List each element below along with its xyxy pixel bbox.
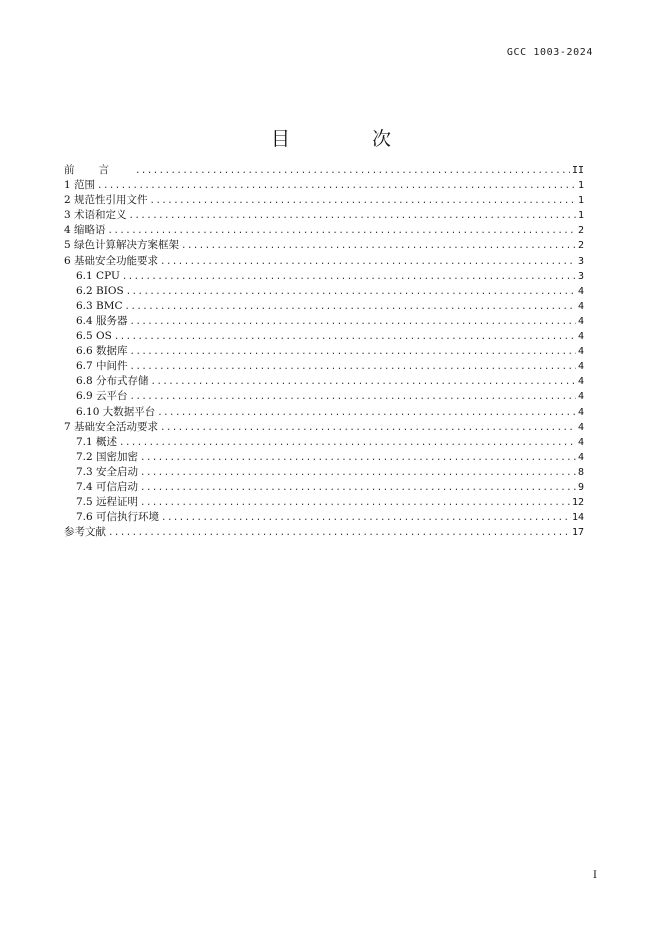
toc-entry-label: 5 绿色计算解决方案框架 — [64, 239, 180, 252]
toc-entry-page: 4 — [577, 361, 584, 373]
toc-entry[interactable] — [64, 238, 584, 253]
toc-leader-dots — [161, 511, 570, 526]
toc-entry-label: 6.8 分布式存储 — [76, 375, 149, 388]
toc-entry-page: 9 — [577, 481, 584, 493]
toc-entry-page: II — [571, 165, 584, 176]
toc-entry[interactable] — [64, 314, 584, 329]
toc-entry[interactable] — [64, 299, 584, 314]
toc-entry-page: 2 — [577, 240, 584, 252]
toc-entry[interactable] — [64, 193, 584, 208]
toc-entry-label: 7.6 可信执行环境 — [76, 511, 160, 524]
toc-leader-dots — [119, 436, 576, 451]
toc-entry-page: 8 — [577, 466, 584, 478]
toc-leader-dots — [160, 421, 576, 436]
toc-entry-label: 6.3 BMC — [76, 299, 123, 312]
toc-entry-label: 7.3 安全启动 — [76, 465, 139, 478]
toc-leader-dots — [151, 375, 576, 390]
toc-entry-page: 4 — [577, 331, 584, 343]
toc-entry-page: 1 — [577, 195, 584, 207]
toc-entry-label: 6.5 OS — [76, 330, 112, 343]
toc-entry[interactable] — [64, 374, 584, 389]
toc-leader-dots — [140, 466, 576, 481]
toc-entry-page: 4 — [577, 436, 584, 448]
toc-leader-dots — [181, 239, 576, 254]
toc-title: 目 次 — [270, 128, 430, 150]
toc-entry-page: 17 — [571, 527, 584, 539]
toc-entry[interactable] — [64, 480, 584, 495]
toc-entry-page: 2 — [577, 225, 584, 237]
toc-entry[interactable] — [64, 329, 584, 344]
toc-entry-label: 7 基础安全活动要求 — [64, 420, 159, 433]
toc-entry-page: 14 — [571, 512, 584, 524]
toc-leader-dots — [108, 224, 576, 239]
toc-leader-dots — [97, 179, 576, 194]
toc-entry-label: 6.10 大数据平台 — [76, 405, 156, 418]
toc-entry-page: 4 — [577, 451, 584, 463]
toc-entry-page: 4 — [577, 285, 584, 297]
toc-entry[interactable] — [64, 510, 584, 525]
toc-entry-label: 4 缩略语 — [64, 224, 106, 237]
toc-leader-dots — [140, 451, 576, 466]
toc-leader-dots — [140, 481, 576, 496]
toc-entry-page: 4 — [577, 421, 584, 433]
toc-entry-label: 2 规范性引用文件 — [64, 194, 148, 207]
toc-entry[interactable] — [64, 525, 584, 540]
toc-leader-dots — [160, 255, 576, 270]
toc-entry-label: 6.2 BIOS — [76, 284, 124, 297]
toc-entry-label: 6.9 云平台 — [76, 390, 128, 403]
toc-entry-page: 4 — [577, 300, 584, 312]
toc-entry[interactable] — [64, 223, 584, 238]
toc-entry-page: 1 — [577, 210, 584, 222]
toc-entry-label: 参考文献 — [64, 526, 106, 539]
toc-entry[interactable] — [64, 178, 584, 193]
toc-leader-dots — [130, 345, 576, 360]
toc-entry[interactable] — [64, 284, 584, 299]
toc-entry-label: 7.2 国密加密 — [76, 450, 139, 463]
document-code: GCC 1003-2024 — [506, 47, 593, 58]
toc-entry-label: 7.5 远程证明 — [76, 496, 139, 509]
toc-entry-label: 3 术语和定义 — [64, 209, 127, 222]
toc-entry[interactable] — [64, 344, 584, 359]
toc-entry-page: 4 — [577, 391, 584, 403]
toc-leader-dots — [135, 164, 570, 179]
toc-leader-dots — [125, 300, 576, 315]
toc-entry-label: 6.1 CPU — [76, 269, 120, 282]
toc-entry-page: 3 — [577, 270, 584, 282]
toc-entry[interactable] — [64, 420, 584, 435]
toc-entry[interactable] — [64, 435, 584, 450]
toc-entry[interactable] — [64, 269, 584, 284]
toc-entry-label: 7.4 可信启动 — [76, 480, 139, 493]
toc-leader-dots — [130, 390, 576, 405]
toc-leader-dots — [108, 526, 570, 541]
toc-entry-page: 4 — [577, 346, 584, 358]
toc-entry[interactable] — [64, 163, 584, 178]
toc-entry[interactable] — [64, 450, 584, 465]
toc-entry[interactable] — [64, 389, 584, 404]
toc-entry-page: 1 — [577, 180, 584, 192]
toc-entry[interactable] — [64, 495, 584, 510]
toc-leader-dots — [130, 360, 576, 375]
page-number: I — [593, 870, 597, 881]
toc-entry[interactable] — [64, 359, 584, 374]
toc-entry-label: 7.1 概述 — [76, 435, 118, 448]
toc-entry-label: 1 范围 — [64, 179, 96, 192]
toc-entry-label: 6 基础安全功能要求 — [64, 254, 159, 267]
toc-leader-dots — [130, 315, 576, 330]
toc-entry-page: 4 — [577, 406, 584, 418]
toc-entry[interactable] — [64, 465, 584, 480]
table-of-contents — [64, 163, 584, 540]
toc-entry-page: 4 — [577, 376, 584, 388]
toc-entry[interactable] — [64, 254, 584, 269]
toc-leader-dots — [140, 496, 570, 511]
toc-entry[interactable] — [64, 405, 584, 420]
toc-entry[interactable] — [64, 208, 584, 223]
toc-entry-page: 3 — [577, 255, 584, 267]
toc-leader-dots — [126, 285, 576, 300]
toc-leader-dots — [122, 270, 576, 285]
toc-leader-dots — [157, 406, 576, 421]
toc-entry-label: 6.6 数据库 — [76, 345, 128, 358]
toc-entry-label: 6.4 服务器 — [76, 314, 128, 327]
toc-entry-page: 4 — [577, 315, 584, 327]
toc-leader-dots — [114, 330, 576, 345]
toc-entry-label: 6.7 中间件 — [76, 360, 128, 373]
toc-leader-dots — [150, 194, 576, 209]
toc-entry-label: 前言 — [64, 164, 133, 176]
toc-entry-page: 12 — [571, 497, 584, 509]
toc-leader-dots — [129, 209, 576, 224]
